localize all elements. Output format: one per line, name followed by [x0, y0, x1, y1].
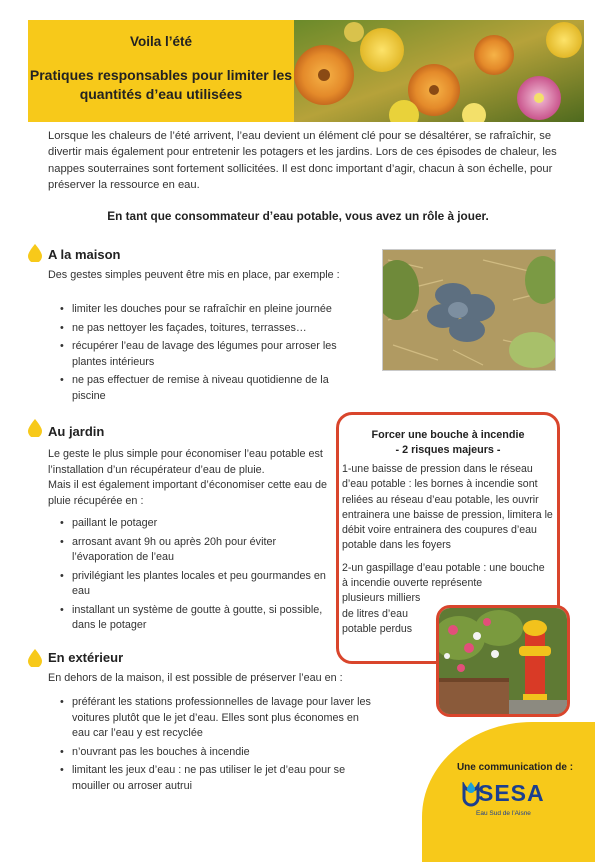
- list-item: • limitant les jeux d’eau : ne pas utiliser le jet d’eau pour se mouiller ou arroser autrui: [58, 763, 378, 794]
- list-item: • arrosant avant 9h ou après 20h pour éviter l’évaporation de l’eau: [58, 535, 328, 566]
- exterieur-list: [58, 695, 378, 797]
- jardin-lead-1: Le geste le plus simple pour économiser l’eau potable est l’installation d’un récupérateur d’eau de pluie.: [48, 448, 323, 476]
- tagline: En tant que consommateur d’eau potable, vous avez un rôle à jouer.: [107, 209, 489, 223]
- list-item: • limiter les douches pour se rafraîchir en pleine journée: [58, 302, 358, 318]
- section-title-maison: A la maison: [48, 247, 121, 262]
- risk-2-text-line-4: potable perdus: [342, 622, 413, 635]
- risk-2-text-line-3: de litres d’eau: [342, 607, 408, 620]
- logo-name: SESA: [478, 780, 545, 806]
- maison-list: [58, 302, 358, 407]
- logo-tagline: Eau Sud de l’Aisne: [476, 810, 531, 817]
- callout-title: [340, 428, 556, 458]
- exterieur-lead: En dehors de la maison, il est possible de préserver l’eau en :: [48, 672, 343, 684]
- risk-2-text: 2-un gaspillage d’eau potable : une bouche à incendie ouverte représente: [342, 561, 545, 590]
- intro-paragraph: Lorsque les chaleurs de l’été arrivent, l’eau devient un élément clé pour se désaltérer, se rafraîchir, se divertir mais également pour entretenir les potagers et les jardins. Lors de ces épisodes de chaleur, les nappes souterraines sont fortement sollicitées. Il est donc important d’agir, chacun à son échelle, pour préserver la ressource en eau.: [48, 130, 557, 191]
- water-drop-icon: [28, 649, 42, 667]
- section-title-jardin: Au jardin: [48, 424, 105, 439]
- mulched-garden-photo: [382, 249, 556, 371]
- section-title-exterieur: En extérieur: [48, 650, 124, 665]
- jardin-list: [58, 516, 328, 637]
- fire-hydrant-photo: [436, 605, 570, 717]
- list-item: • paillant le potager: [58, 516, 328, 532]
- page-subtitle: Pratiques responsables pour limiter les quantités d’eau utilisées: [29, 67, 293, 102]
- list-item: • installant un système de goutte à goutte, si possible, dans le potager: [58, 603, 328, 634]
- risk-1-text: 1-une baisse de pression dans le réseau d’eau potable : les bornes à incendie sont reliées au réseau d’eau potable, les ouvrir entrainera une baisse de pression, limitera le débit voire entrainera des coupures d’eau potable dans les foyers: [342, 463, 553, 552]
- maison-lead: Des gestes simples peuvent être mis en place, par exemple :: [48, 269, 340, 281]
- list-item: • n’ouvrant pas les bouches à incendie: [58, 745, 378, 761]
- list-item: • récupérer l’eau de lavage des légumes pour arroser les plantes intérieurs: [58, 339, 358, 370]
- footer-label: Une communication de :: [456, 762, 574, 773]
- list-item: • ne pas nettoyer les façades, toitures, terrasses…: [58, 321, 358, 337]
- page-title: Voila l’été: [129, 34, 193, 49]
- risk-2-text-line-2: plusieurs milliers: [342, 592, 421, 605]
- water-drop-icon: [28, 244, 42, 262]
- water-drop-icon: [28, 419, 42, 437]
- list-item: • ne pas effectuer de remise à niveau quotidienne de la piscine: [58, 373, 358, 404]
- list-item: • privilégiant les plantes locales et peu gourmandes en eau: [58, 569, 328, 600]
- list-item: • préférant les stations professionnelles de lavage pour laver les voitures plutôt que le jet d’eau. Elles sont plus économes en eau car l’eau y est recyclée: [58, 695, 378, 742]
- jardin-lead-2: Mais il est également important d’économiser cette eau de pluie récupérée en :: [48, 479, 328, 507]
- callout-subheading: - 2 risques majeurs -: [395, 444, 501, 456]
- callout-heading: Forcer une bouche à incendie: [371, 429, 525, 441]
- dahlia-flowers-photo: [294, 20, 584, 122]
